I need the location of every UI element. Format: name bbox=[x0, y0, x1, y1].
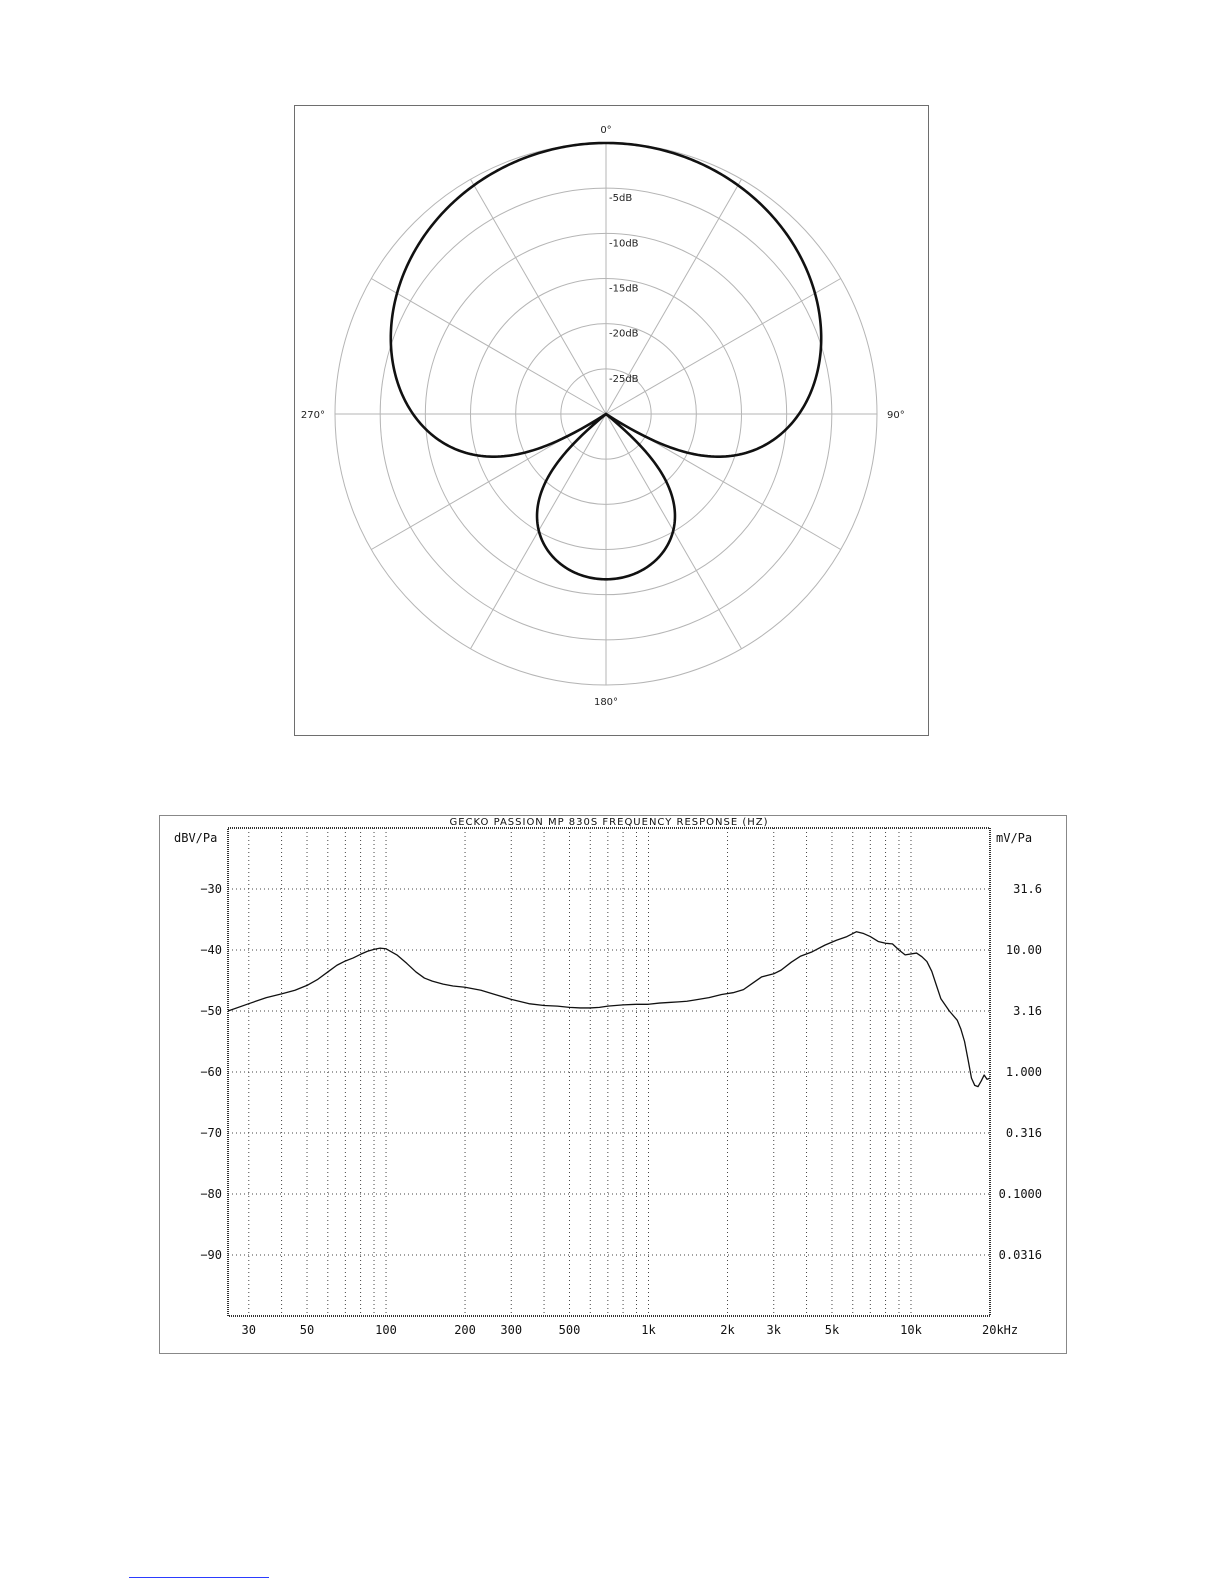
y-tick-label-right: 1.000 bbox=[1005, 1065, 1042, 1079]
frequency-response-panel bbox=[159, 815, 1067, 1354]
footnote-rule bbox=[129, 1577, 269, 1578]
x-tick-label: 500 bbox=[558, 1323, 581, 1337]
polar-ring-label: -5dB bbox=[609, 193, 633, 205]
x-tick-label: 30 bbox=[241, 1323, 257, 1337]
polar-pattern-panel bbox=[294, 105, 929, 736]
horizontal-gridlines bbox=[228, 889, 990, 1255]
polar-spoke bbox=[371, 279, 606, 415]
x-tick-label: 300 bbox=[500, 1323, 523, 1337]
polar-angle-label: 270° bbox=[300, 410, 325, 421]
polar-ring-label: -10dB bbox=[609, 238, 639, 250]
polar-spoke bbox=[606, 279, 841, 415]
y-tick-label-left: −70 bbox=[200, 1126, 222, 1140]
polar-angle-label: 90° bbox=[887, 410, 905, 421]
polar-ring-label: -15dB bbox=[609, 283, 639, 295]
y-axis-label-left: dBV/Pa bbox=[174, 831, 218, 845]
y-tick-label-right: 0.1000 bbox=[998, 1187, 1042, 1201]
x-tick-label: 10k bbox=[900, 1323, 922, 1337]
y-tick-label-left: −90 bbox=[200, 1248, 222, 1262]
x-tick-label: 1k bbox=[641, 1323, 656, 1337]
polar-ring-labels bbox=[609, 193, 639, 385]
polar-ring-label: -25dB bbox=[609, 373, 639, 385]
frequency-response-chart bbox=[160, 816, 1066, 1353]
y-tick-label-right: 0.316 bbox=[1005, 1126, 1042, 1140]
y-tick-label-left: −30 bbox=[200, 882, 222, 896]
x-tick-label: 2k bbox=[720, 1323, 735, 1337]
x-tick-labels bbox=[242, 1323, 1019, 1337]
x-tick-label: 50 bbox=[299, 1323, 315, 1337]
y-tick-labels-left bbox=[200, 882, 222, 1262]
y-tick-label-left: −60 bbox=[200, 1065, 222, 1079]
y-tick-label-left: −40 bbox=[200, 943, 222, 957]
y-tick-label-right: 3.16 bbox=[1013, 1004, 1042, 1018]
y-tick-label-left: −80 bbox=[200, 1187, 222, 1201]
x-tick-label: 200 bbox=[454, 1323, 476, 1337]
x-tick-label: 20kHz bbox=[982, 1323, 1019, 1337]
polar-angle-label: 0° bbox=[600, 125, 612, 136]
x-tick-label: 5k bbox=[824, 1323, 840, 1337]
y-axis-label-right: mV/Pa bbox=[996, 831, 1033, 845]
y-tick-label-right: 31.6 bbox=[1013, 882, 1042, 896]
x-tick-label: 100 bbox=[375, 1323, 397, 1337]
chart-title: GECKO PASSION MP 830S FREQUENCY RESPONSE (HZ) bbox=[449, 817, 769, 828]
polar-spoke bbox=[471, 179, 607, 414]
y-tick-label-right: 0.0316 bbox=[998, 1248, 1042, 1262]
x-tick-label: 3k bbox=[766, 1323, 781, 1337]
y-tick-label-right: 10.00 bbox=[1005, 943, 1042, 957]
y-tick-labels-right bbox=[999, 882, 1042, 1262]
polar-ring-label: -20dB bbox=[609, 328, 639, 340]
polar-angle-label: 180° bbox=[593, 697, 619, 708]
response-curve bbox=[228, 932, 990, 1087]
polar-pattern-chart bbox=[295, 106, 928, 735]
y-tick-label-left: −50 bbox=[200, 1004, 222, 1018]
